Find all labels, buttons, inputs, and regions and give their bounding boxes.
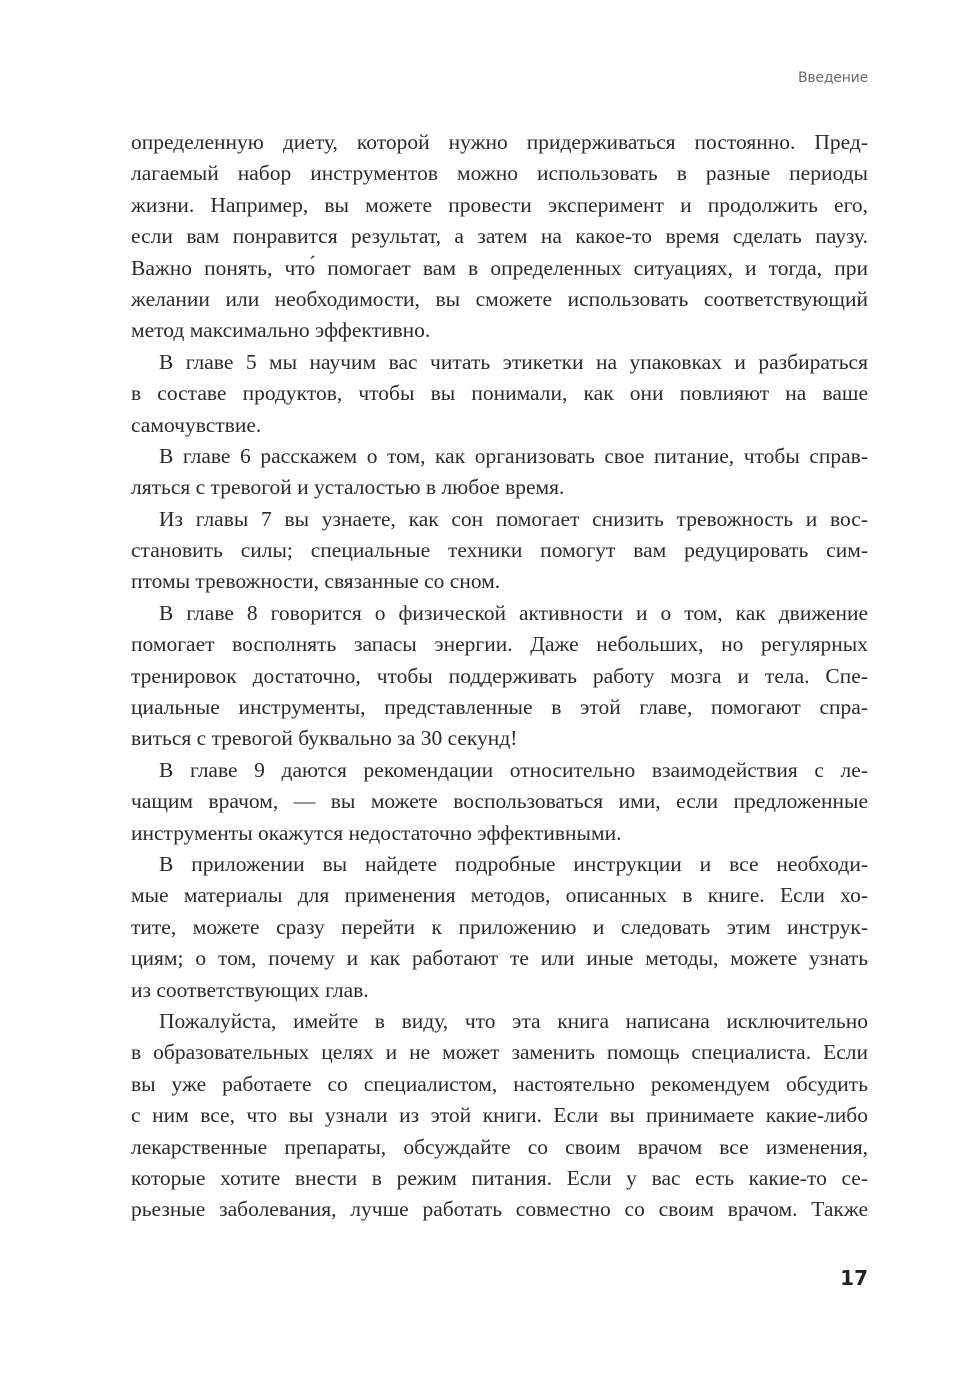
text-line: с ним все, что вы узнали из этой книги. Если вы принимаете какие-либо: [131, 1103, 868, 1128]
text-line: рьезные заболевания, лучше работать совместно со своим врачом. Также: [131, 1197, 868, 1222]
text-line: которые хотите внести в режим питания. Если у вас есть какие-то се-: [131, 1165, 868, 1190]
text-line: вы уже работаете со специалистом, настоятельно рекомендуем обсудить: [131, 1071, 868, 1096]
text-line: тренировок достаточно, чтобы поддерживать работу мозга и тела. Спе-: [131, 663, 868, 688]
paragraph: [131, 347, 868, 441]
text-line: инструменты окажутся недостаточно эффективными.: [131, 820, 622, 845]
text-line: жизни. Например, вы можете провести эксперимент и продолжить его,: [131, 192, 868, 217]
paragraph: [131, 441, 868, 504]
text-line: из соответствующих глав.: [131, 977, 369, 1002]
text-line: в составе продуктов, чтобы вы понимали, как они повлияют на ваше: [131, 381, 868, 406]
text-line: виться с тревогой буквально за 30 секунд!: [131, 726, 518, 751]
text-line: самочувствие.: [131, 412, 262, 437]
text-line: Важно понять, что́ помогает вам в определенных ситуациях, и тогда, при: [131, 255, 868, 280]
text-line: помогает восполнять запасы энергии. Даже небольших, но регулярных: [131, 632, 868, 657]
text-line: В приложении вы найдете подробные инструкции и все необходи-: [159, 851, 868, 876]
text-line: если вам понравится результат, а затем на какое-то время сделать паузу.: [131, 224, 868, 249]
text-line: ляться с тревогой и усталостью в любое время.: [131, 475, 565, 500]
text-line: лагаемый набор инструментов можно использовать в разные периоды: [131, 161, 868, 186]
text-line: В главе 5 мы научим вас читать этикетки на упаковках и разбираться: [159, 349, 868, 374]
text-line: лекарственные препараты, обсуждайте со своим врачом все изменения,: [131, 1134, 868, 1159]
text-line: желании или необходимости, вы сможете использовать соответствующий: [131, 286, 868, 311]
text-line: чащим врачом, — вы можете воспользоваться ими, если предложенные: [131, 789, 868, 814]
running-head: Введение: [797, 70, 868, 86]
paragraph: [131, 1006, 868, 1226]
text-line: тите, можете сразу перейти к приложению и следовать этим инструк-: [131, 914, 868, 939]
paragraph: [131, 598, 868, 755]
text-line: птомы тревожности, связанные со сном.: [131, 569, 501, 594]
paragraph: [131, 755, 868, 849]
text-line: метод максимально эффективно.: [131, 318, 431, 343]
text-line: В главе 6 расскажем о том, как организовать свое питание, чтобы справ-: [159, 443, 868, 468]
page-number: 17: [840, 1266, 868, 1290]
text-line: циям; о том, почему и как работают те или иные методы, можете узнать: [131, 946, 868, 971]
paragraph: [131, 849, 868, 1006]
text-line: Из главы 7 вы узнаете, как сон помогает снизить тревожность и вос-: [159, 506, 868, 531]
text-line: В главе 8 говорится о физической активности и о том, как движение: [159, 600, 868, 625]
text-line: в образовательных целях и не может заменить помощь специалиста. Если: [131, 1040, 868, 1065]
paragraph: [131, 504, 868, 598]
text-line: В главе 9 даются рекомендации относительно взаимодействия с ле-: [159, 757, 868, 782]
text-line: Пожалуйста, имейте в виду, что эта книга написана исключительно: [159, 1008, 868, 1033]
text-line: определенную диету, которой нужно придерживаться постоянно. Пред-: [131, 130, 868, 154]
body-text: [131, 127, 868, 1226]
text-line: становить силы; специальные техники помогут вам редуцировать сим-: [131, 538, 868, 563]
text-line: циальные инструменты, представленные в этой главе, помогают спра-: [131, 695, 868, 720]
paragraph: [131, 127, 868, 347]
text-line: мые материалы для применения методов, описанных в книге. Если хо-: [131, 883, 868, 908]
